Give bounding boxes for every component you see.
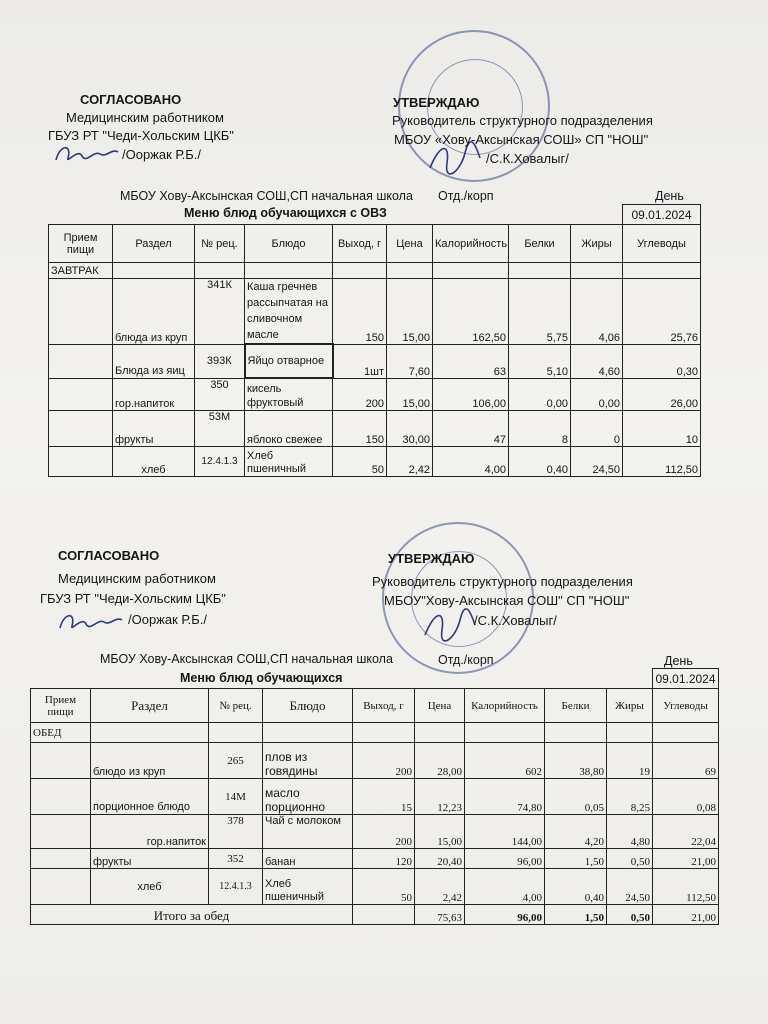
row-price: 20,40	[415, 849, 465, 869]
row-section: блюда из круп	[113, 279, 195, 345]
row-fat: 4,60	[571, 344, 623, 378]
row-section: гор.напиток	[91, 815, 209, 849]
table-row	[49, 446, 701, 476]
row-recipe: 393К	[195, 344, 245, 378]
row-section: гор.напиток	[113, 378, 195, 410]
row-dish: кисель фруктовый	[245, 378, 333, 410]
row-protein: 0,40	[509, 446, 571, 476]
row-fat: 24,50	[571, 446, 623, 476]
approved-title-left: СОГЛАСОВАНО	[80, 92, 182, 107]
meal-label: ОБЕД	[31, 723, 91, 743]
approved-line3-left: /Ооржак Р.Б./	[128, 612, 207, 627]
row-price: 30,00	[387, 410, 433, 446]
row-protein: 0,40	[545, 869, 607, 905]
row-section: Блюда из яиц	[113, 344, 195, 378]
total-label: Итого за обед	[31, 905, 353, 925]
row-fat: 24,50	[607, 869, 653, 905]
approve-title-right: УТВЕРЖДАЮ	[393, 95, 480, 110]
row-fat: 19	[607, 743, 653, 779]
row-recipe: 378	[209, 815, 263, 849]
row-price: 2,42	[415, 869, 465, 905]
header-meal: Прием пищи	[31, 689, 91, 723]
meal-label: ЗАВТРАК	[49, 263, 113, 279]
row-output: 50	[353, 869, 415, 905]
row-output: 50	[333, 446, 387, 476]
row-dish: Чай с молоком	[263, 815, 353, 849]
dept-label: Отд./корп	[438, 653, 494, 667]
row-dish: банан	[263, 849, 353, 869]
row-kcal: 4,00	[433, 446, 509, 476]
table-row	[31, 869, 719, 905]
row-carbs: 112,50	[623, 446, 701, 476]
total-carbs: 21,00	[653, 905, 719, 925]
row-price: 7,60	[387, 344, 433, 378]
row-protein: 5,75	[509, 279, 571, 345]
row-protein: 1,50	[545, 849, 607, 869]
row-carbs: 22,04	[653, 815, 719, 849]
menu-date: 09.01.2024	[623, 205, 701, 225]
row-kcal: 47	[433, 410, 509, 446]
approved-line1-left: Медицинским работником	[58, 571, 216, 586]
row-price: 15,00	[387, 279, 433, 345]
row-section: хлеб	[91, 869, 209, 905]
table-row	[49, 344, 701, 378]
row-carbs: 112,50	[653, 869, 719, 905]
row-kcal: 63	[433, 344, 509, 378]
row-carbs: 21,00	[653, 849, 719, 869]
row-kcal: 106,00	[433, 378, 509, 410]
header-fat: Жиры	[571, 225, 623, 263]
row-price: 12,23	[415, 779, 465, 815]
approve-line3-right: /С.К.Ховалыг/	[474, 613, 557, 628]
header-protein: Белки	[509, 225, 571, 263]
day-label: День	[664, 654, 693, 668]
approve-line2-right: МБОУ «Хову-Аксынская СОШ» СП "НОШ"	[394, 132, 649, 147]
row-section: фрукты	[113, 410, 195, 446]
row-dish: Яйцо отварное	[245, 344, 333, 378]
header-output: Выход, г	[333, 225, 387, 263]
total-row	[31, 905, 719, 925]
row-price: 15,00	[415, 815, 465, 849]
row-protein: 0,00	[509, 378, 571, 410]
header-carbs: Углеводы	[653, 689, 719, 723]
row-fat: 4,06	[571, 279, 623, 345]
row-recipe: 14М	[209, 779, 263, 815]
row-kcal: 74,80	[465, 779, 545, 815]
header-section: Раздел	[91, 689, 209, 723]
row-dish: яблоко свежее	[245, 410, 333, 446]
header-carbs: Углеводы	[623, 225, 701, 263]
school-name: МБОУ Хову-Аксынская СОШ,СП начальная школа	[100, 652, 393, 666]
header-fat: Жиры	[607, 689, 653, 723]
row-recipe: 350	[195, 378, 245, 410]
row-output: 120	[353, 849, 415, 869]
table-row	[49, 279, 701, 345]
row-output: 200	[353, 743, 415, 779]
header-protein: Белки	[545, 689, 607, 723]
row-kcal: 4,00	[465, 869, 545, 905]
header-kcal: Калорийность	[465, 689, 545, 723]
row-dish: масло порционно	[263, 779, 353, 815]
total-kcal: 96,00	[465, 905, 545, 925]
row-carbs: 0,08	[653, 779, 719, 815]
approve-title-right: УТВЕРЖДАЮ	[388, 551, 475, 566]
row-recipe: 265	[209, 743, 263, 779]
total-protein: 1,50	[545, 905, 607, 925]
row-dish: Каша гречнев рассыпчатая на сливочном масле	[245, 279, 333, 345]
menu-date: 09.01.2024	[653, 669, 719, 689]
header-recipe: № рец.	[209, 689, 263, 723]
row-recipe: 341К	[195, 279, 245, 345]
row-recipe: 53М	[195, 410, 245, 446]
header-meal: Прием пищи	[49, 225, 113, 263]
row-dish: Хлеб пшеничный	[245, 446, 333, 476]
row-output: 200	[353, 815, 415, 849]
total-fat: 0,50	[607, 905, 653, 925]
header-recipe: № рец.	[195, 225, 245, 263]
row-output: 15	[353, 779, 415, 815]
approve-line2-right: МБОУ"Хову-Аксынская СОШ" СП "НОШ"	[384, 593, 630, 608]
table-row	[31, 743, 719, 779]
table-row	[31, 849, 719, 869]
row-kcal: 96,00	[465, 849, 545, 869]
row-protein: 38,80	[545, 743, 607, 779]
table-row	[49, 378, 701, 410]
approve-line1-right: Руководитель структурного подразделения	[372, 574, 633, 589]
row-carbs: 69	[653, 743, 719, 779]
row-recipe: 352	[209, 849, 263, 869]
approve-line3-right: /С.К.Ховалыг/	[486, 151, 569, 166]
menu-title: Меню блюд обучающихся с ОВЗ	[184, 206, 387, 220]
row-carbs: 0,30	[623, 344, 701, 378]
row-section: хлеб	[113, 446, 195, 476]
row-kcal: 144,00	[465, 815, 545, 849]
approved-line3-left: /Ооржак Р.Б./	[122, 147, 201, 162]
row-carbs: 26,00	[623, 378, 701, 410]
row-price: 28,00	[415, 743, 465, 779]
table-row	[31, 779, 719, 815]
row-protein: 4,20	[545, 815, 607, 849]
header-price: Цена	[415, 689, 465, 723]
dept-label: Отд./корп	[438, 189, 494, 203]
approved-title-left: СОГЛАСОВАНО	[58, 548, 160, 563]
menu-table-breakfast	[48, 204, 701, 477]
row-kcal: 602	[465, 743, 545, 779]
row-section: блюдо из круп	[91, 743, 209, 779]
row-price: 15,00	[387, 378, 433, 410]
signature-left	[56, 608, 126, 636]
row-fat: 4,80	[607, 815, 653, 849]
row-carbs: 10	[623, 410, 701, 446]
approve-line1-right: Руководитель структурного подразделения	[392, 113, 653, 128]
row-carbs: 25,76	[623, 279, 701, 345]
row-protein: 5,10	[509, 344, 571, 378]
row-section: порционное блюдо	[91, 779, 209, 815]
header-dish: Блюдо	[245, 225, 333, 263]
row-output: 150	[333, 279, 387, 345]
row-fat: 0,00	[571, 378, 623, 410]
header-price: Цена	[387, 225, 433, 263]
row-output: 200	[333, 378, 387, 410]
row-recipe: 12.4.1.3	[209, 869, 263, 905]
row-price: 2,42	[387, 446, 433, 476]
row-dish: Хлеб пшеничный	[263, 869, 353, 905]
header-dish: Блюдо	[263, 689, 353, 723]
menu-title: Меню блюд обучающихся	[180, 671, 343, 685]
total-price: 75,63	[415, 905, 465, 925]
row-protein: 0,05	[545, 779, 607, 815]
row-protein: 8	[509, 410, 571, 446]
signature-right	[420, 605, 480, 645]
header-kcal: Калорийность	[433, 225, 509, 263]
header-section: Раздел	[113, 225, 195, 263]
table-row	[31, 815, 719, 849]
school-name: МБОУ Хову-Аксынская СОШ,СП начальная школа	[120, 189, 413, 203]
row-section: фрукты	[91, 849, 209, 869]
row-fat: 8,25	[607, 779, 653, 815]
day-label: День	[655, 189, 684, 203]
row-fat: 0	[571, 410, 623, 446]
menu-table-lunch	[30, 668, 719, 925]
row-output: 1шт	[333, 344, 387, 378]
row-dish: плов из говядины	[263, 743, 353, 779]
signature-left	[52, 140, 122, 168]
table-row	[49, 410, 701, 446]
row-kcal: 162,50	[433, 279, 509, 345]
row-fat: 0,50	[607, 849, 653, 869]
header-output: Выход, г	[353, 689, 415, 723]
approved-line1-left: Медицинским работником	[66, 110, 224, 125]
approved-line2-left: ГБУЗ РТ "Чеди-Хольским ЦКБ"	[40, 591, 226, 606]
row-recipe: 12.4.1.3	[195, 446, 245, 476]
row-output: 150	[333, 410, 387, 446]
approved-line2-left: ГБУЗ РТ "Чеди-Хольским ЦКБ"	[48, 128, 234, 143]
